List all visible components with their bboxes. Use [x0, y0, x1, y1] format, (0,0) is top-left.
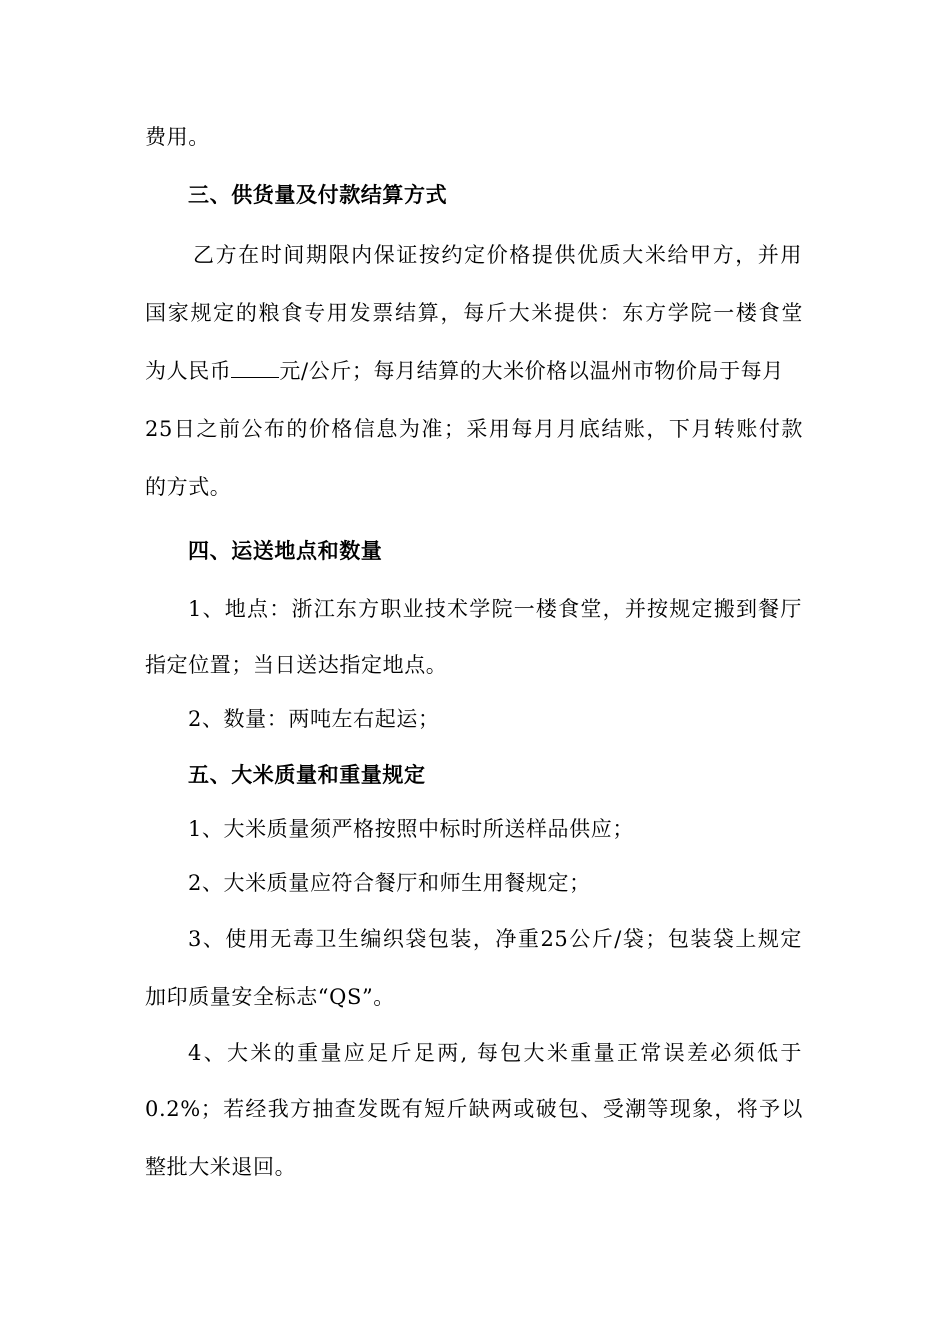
section-heading-3 [0, 181, 950, 209]
text: 国家规定的粮食专用发票结算，每斤大米提供：东方学院一楼食堂 [145, 301, 803, 325]
paragraph-line [0, 705, 950, 733]
text: 2、大米质量应符合餐厅和师生用餐规定； [188, 871, 591, 895]
text: 0.2%；若经我方抽查发既有短斤缺两或破包、受潮等现象，将予以 [145, 1097, 803, 1121]
text: 的方式。 [145, 475, 232, 499]
text: 费用。 [145, 125, 210, 149]
paragraph-line [0, 869, 950, 897]
text: 1、地点：浙江东方职业技术学院一楼食堂，并按规定搬到餐厅 [188, 597, 802, 621]
text: 乙方在时间期限内保证按约定价格提供优质大米给甲方，并用 [193, 243, 802, 267]
paragraph-line [0, 815, 950, 843]
paragraph-line [0, 357, 950, 385]
heading-text: 五、大米质量和重量规定 [188, 762, 426, 787]
paragraph-line [0, 241, 950, 269]
paragraph-line [0, 415, 950, 443]
text: 4、大米的重量应足斤足两, 每包大米重量正常误差必须低于 [188, 1041, 802, 1065]
heading-text: 三、供货量及付款结算方式 [188, 182, 448, 207]
section-heading-4 [0, 537, 950, 565]
paragraph-line [0, 651, 950, 679]
fill-in-blank [231, 357, 279, 378]
text: 25日之前公布的价格信息为准；采用每月月底结账，下月转账付款 [145, 417, 803, 441]
text: 整批大米退回。 [145, 1155, 297, 1179]
text: 指定位置；当日送达指定地点。 [145, 653, 448, 677]
paragraph-line [0, 925, 950, 953]
paragraph-line [0, 1095, 950, 1123]
heading-text: 四、运送地点和数量 [188, 538, 383, 563]
paragraph-line [0, 1039, 950, 1067]
text: 元/公斤；每月结算的大米价格以温州市物价局于每月 [279, 359, 784, 383]
text: 2、数量：两吨左右起运； [188, 707, 440, 731]
paragraph-line [0, 983, 950, 1011]
paragraph-line [0, 123, 950, 151]
paragraph-line [0, 299, 950, 327]
paragraph-line [0, 473, 950, 501]
paragraph-line [0, 1153, 950, 1181]
text: 加印质量安全标志“QS”。 [145, 985, 395, 1009]
paragraph-line [0, 595, 950, 623]
text: 1、大米质量须严格按照中标时所送样品供应； [188, 817, 634, 841]
text: 3、使用无毒卫生编织袋包装，净重25公斤/袋；包装袋上规定 [188, 927, 802, 951]
section-heading-5 [0, 761, 950, 789]
text: 为人民币 [145, 359, 232, 383]
